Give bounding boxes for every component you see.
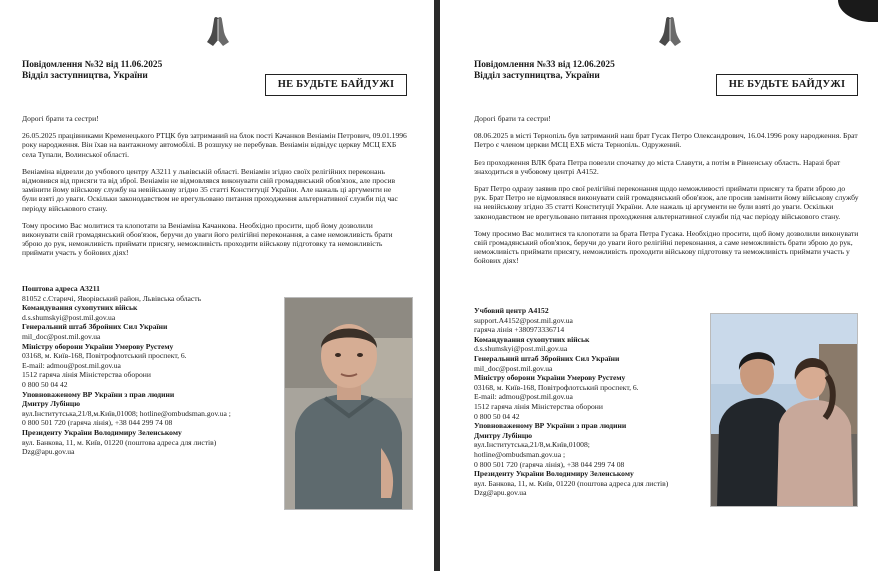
notice-number: Повідомлення №33 від 12.06.2025 (474, 60, 615, 70)
paragraph: Тому просимо Вас молитися та клопотати за брата Петра Гусака. Необхідно просити, щоб йому дозволили виконувати свій громадянський обов'язок, беручи до уваги його релігійні переконання, а саме неможливість брати зброю до рук, неможливість приймати присягу, неможливість проходити військову підготовку та неможливість приймати участь у бойових діях! (474, 228, 859, 266)
paragraph: Веніаміна відвезли до учбового центру А3211 у львівській області. Веніамін згідно своїх релігійних переконань відмовився від присяги та від зброї. Веніамін не відмовлявся виконувати свій громадянський обов'язок, але просив замінити йому військову службу на невійськову згідно 35 статті Конституції України. Але нажаль ці аргументи не були взяті до уваги. Оскільки законодавством не врегульовано питання проходження альтернативної служби під час періоду військового стану. (22, 166, 398, 213)
department-name: Відділ заступництва, України (474, 71, 600, 81)
contact-line: вул.Інститутська,21/8,м.Київ,01008; (474, 440, 590, 450)
notice-number: Повідомлення №32 від 11.06.2025 (22, 60, 163, 70)
contact-line: Командування сухопутних військ (22, 303, 138, 313)
contact-line: Уповноваженому ВР України з прав людини (474, 421, 627, 431)
contact-line: 03168, м. Київ-168, Повітрофлотський проспект, 6. (22, 351, 187, 361)
portrait-photo-image (285, 298, 412, 509)
right-notice-page (440, 0, 878, 571)
contact-line: Міністру оборони України Умерову Рустему (22, 341, 174, 351)
paragraph: Без проходження ВЛК брата Петра повезли спочатку до міста Славути, а потім в Рівненську область. Наразі брат знаходиться в учбовому центрі А4152. (474, 157, 841, 176)
department-name: Відділ заступництва, України (22, 71, 148, 81)
contact-line: Генеральний штаб Збройних Сил України (22, 322, 168, 332)
contact-line: 81052 с.Старичі, Яворівський район, Львівська область (22, 293, 202, 303)
couple-photo-image (711, 314, 857, 506)
paragraph: Брат Петро одразу заявив про свої релігійні переконання щодо неможливості приймати присягу та брати зброю до рук. Брат Петро не відмовлявся виконувати свій громадянський обов'язок, але просив замінити йому військову службу на невійськову згідно 35 статті Конституції України. Але нажаль ці аргументи не були взяті до уваги. Оскільки законодавством не врегульовано питання проходження альтернативної служби під час періоду військового стану. (474, 184, 859, 221)
contact-line: 1512 гаряча лінія Міністерства оборони (22, 370, 151, 380)
contact-line: Президенту України Володимиру Зеленському (474, 469, 634, 479)
do-not-be-indifferent-badge: НЕ БУДЬТЕ БАЙДУЖІ (716, 74, 858, 96)
contact-line: Учбовий центр А4152 (474, 306, 549, 315)
contact-line: вул. Банкова, 11, м. Київ, 01220 (поштова адреса для листів) (474, 478, 669, 488)
paragraph: Тому просимо Вас молитися та клопотати за Веніаміна Качанкова. Необхідно просити, щоб йому дозволили виконувати свій громадянський обов'язок, беручи до уваги його релігійні переконання, а саме неможливість брати зброю до рук, неможливість приймати присягу, неможливість проходити військову підготовку та неможливість приймати участь у бойових діях! (22, 220, 393, 258)
praying-hands-icon (657, 14, 683, 48)
contact-line: d.s.shumskyi@post.mil.gov.ua (22, 312, 116, 322)
contact-line: Dzg@apu.gov.ua (22, 447, 75, 457)
contact-line: 03168, м. Київ-168, Повітрофлотський проспект, 6. (474, 382, 639, 392)
couple-photo (710, 313, 858, 507)
contact-line: Президенту України Володимиру Зеленському (22, 427, 182, 437)
contact-line: 1512 гаряча лінія Міністерства оборони (474, 401, 603, 411)
letter-body (22, 114, 408, 266)
contact-line: E-mail: admou@post.mil.gov.ua (474, 392, 573, 402)
contact-line: mil_doc@post.mil.gov.ua (474, 363, 553, 373)
letter-body (474, 114, 860, 274)
contact-line: Дмитру Лубінцю (22, 399, 81, 409)
paragraph: 26.05.2025 працівниками Кременецького РТЦК був затриманий на блок пості Качанков Веніамін Петрович, 09.01.1996 року народження. Він їхав на вантажному автомобілі. В розшуку не перебував. Веніамін відвідує церкву МСЦ ЕХБ села Тупали, Волинської області. (22, 131, 407, 159)
greeting: Дорогі брати та сестри! (474, 114, 551, 123)
screen-corner (838, 0, 878, 22)
paragraph: 08.06.2025 в місті Тернопіль був затриманий наш брат Гусак Петро Олександрович, 16.04.1996 року народження. Брат Петро є членом церкви МСЦ ЕХБ міста Тернопіль. Одружений. (474, 131, 858, 150)
contact-line: 0 800 50 04 42 (22, 379, 68, 389)
do-not-be-indifferent-badge: НЕ БУДЬТЕ БАЙДУЖІ (265, 74, 407, 96)
contact-line: d.s.shumskyi@post.mil.gov.ua (474, 344, 568, 354)
contact-line: вул.Інститутська,21/8,м.Київ,01008; hotline@ombudsman.gov.ua ; (22, 408, 231, 418)
contact-line: Генеральний штаб Збройних Сил України (474, 353, 620, 363)
contact-line: Дмитру Лубінцю (474, 430, 533, 440)
contact-line: E-mail: admou@post.mil.gov.ua (22, 360, 121, 370)
greeting: Дорогі брати та сестри! (22, 114, 99, 123)
contact-line: Поштова адреса А3211 (22, 284, 100, 293)
contact-line: hotline@ombudsman.gov.ua ; (474, 449, 566, 459)
praying-hands-icon (205, 14, 231, 48)
contact-line: вул. Банкова, 11, м. Київ, 01220 (поштова адреса для листів) (22, 437, 217, 447)
contact-line: 0 800 501 720 (гаряча лінія), +38 044 299 74 08 (22, 418, 173, 428)
contact-line: Уповноваженому ВР України з прав людини (22, 389, 175, 399)
contact-list (474, 306, 668, 498)
contact-line: mil_doc@post.mil.gov.ua (22, 331, 101, 341)
contact-line: Міністру оборони України Умерову Рустему (474, 373, 626, 383)
contact-list (22, 284, 231, 457)
contact-line: гаряча лінія +380973336714 (474, 325, 565, 335)
contact-line: Dzg@apu.gov.ua (474, 488, 527, 498)
contact-line: support.A4152@post.mil.gov.ua (474, 315, 573, 325)
contact-line: Командування сухопутних військ (474, 334, 590, 344)
left-notice-page (0, 0, 434, 571)
contact-line: 0 800 50 04 42 (474, 411, 520, 421)
contact-line: 0 800 501 720 (гаряча лінія), +38 044 299 74 08 (474, 459, 625, 469)
portrait-photo (284, 297, 413, 510)
